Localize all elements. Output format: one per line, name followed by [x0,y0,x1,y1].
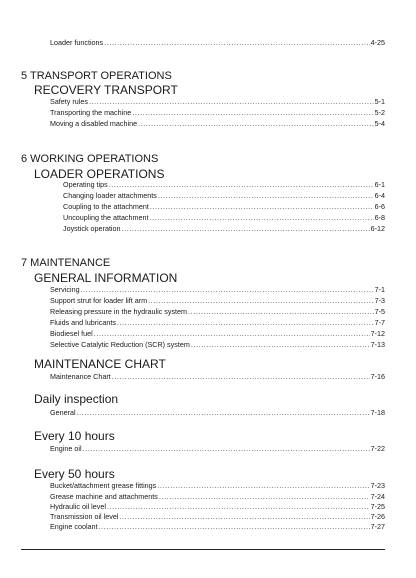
toc-entry[interactable] [50,492,385,501]
toc-entry-title: Joystick operation [63,224,121,233]
toc-entry-title: Servicing [50,285,80,294]
toc-leader-dots [157,481,369,490]
toc-leader-dots [117,318,374,327]
toc-entry[interactable] [63,202,385,211]
toc-leader-dots [158,191,374,200]
toc-leader-dots [109,180,374,189]
toc-entry-title: Releasing pressure in the hydraulic system [50,307,188,316]
toc-entry-title: Engine coolant [50,522,98,531]
toc-entry-page: 6-6 [374,202,385,211]
toc-entry[interactable] [50,372,385,381]
toc-entry-page: 7-27 [370,522,385,531]
toc-entry[interactable] [50,119,385,128]
toc-entry-page: 4-25 [370,38,385,47]
toc-leader-dots [122,224,370,233]
toc-entry-page: 7-5 [374,307,385,316]
toc-entry-page: 5-1 [374,97,385,106]
toc-leader-dots [104,38,369,47]
toc-entry-title: General [50,408,76,417]
section-heading: 6 WORKING OPERATIONS [21,153,159,165]
toc-leader-dots [83,444,370,453]
toc-entry-title: Transporting the machine [50,108,132,117]
toc-entry-page: 7-12 [370,329,385,338]
toc-leader-dots [191,340,370,349]
toc-leader-dots [99,522,370,531]
toc-entry-page: 6-1 [374,180,385,189]
toc-entry-title: Moving a disabled machine [50,119,138,128]
toc-entry-page: 7-7 [374,318,385,327]
toc-entry-page: 7-1 [374,285,385,294]
toc-entry-title: Changing loader attachments [63,191,157,200]
toc-entry[interactable] [50,97,385,106]
section-heading: 5 TRANSPORT OPERATIONS [21,70,172,82]
toc-entry[interactable] [50,522,385,531]
toc-entry[interactable] [50,307,385,316]
toc-entry[interactable] [50,38,385,47]
toc-entry-title: Engine oil [50,444,82,453]
toc-entry[interactable] [63,191,385,200]
toc-entry-title: Loader functions [50,38,104,47]
toc-entry-page: 7-22 [370,444,385,453]
toc-entry-title: Biodiesel fuel [50,329,93,338]
toc-entry-title: Transmission oil level [50,512,119,521]
toc-entry-page: 7-23 [370,481,385,490]
toc-entry[interactable] [50,481,385,490]
toc-entry[interactable] [63,213,385,222]
toc-leader-dots [148,296,374,305]
subsection-heading: MAINTENANCE CHART [34,357,166,371]
toc-entry[interactable] [63,180,385,189]
toc-entry[interactable] [50,329,385,338]
toc-entry[interactable] [50,444,385,453]
toc-entry-page: 6-8 [374,213,385,222]
toc-leader-dots [138,119,374,128]
toc-entry[interactable] [50,502,385,511]
toc-entry-page: 7-13 [370,340,385,349]
section-heading: 7 MAINTENANCE [21,257,111,269]
toc-entry-title: Safety rules [50,97,88,106]
toc-leader-dots [188,307,374,316]
toc-entry[interactable] [63,224,385,233]
toc-leader-dots [132,108,373,117]
toc-entry-page: 5-4 [374,119,385,128]
subsection-heading: Every 10 hours [34,429,115,443]
toc-entry-page: 7-25 [370,502,385,511]
toc-entry[interactable] [50,408,385,417]
toc-entry-page: 7-18 [370,408,385,417]
toc-leader-dots [89,97,374,106]
subsection-heading: LOADER OPERATIONS [34,167,165,181]
subsection-heading: Every 50 hours [34,467,115,481]
toc-entry-title: Maintenance Chart [50,372,111,381]
subsection-heading: RECOVERY TRANSPORT [34,83,178,97]
toc-entry-title: Selective Catalytic Reduction (SCR) system [50,340,190,349]
toc-entry-title: Support strut for loader lift arm [50,296,148,305]
toc-entry-title: Fluids and lubricants [50,318,116,327]
toc-leader-dots [112,372,370,381]
toc-entry-page: 7-24 [370,492,385,501]
toc-entry-page: 6-12 [370,224,385,233]
toc-entry[interactable] [50,512,385,521]
toc-leader-dots [107,502,370,511]
toc-entry-title: Bucket/attachment grease fittings [50,481,157,490]
toc-entry-title: Grease machine and attachments [50,492,158,501]
toc-entry[interactable] [50,285,385,294]
toc-leader-dots [150,202,374,211]
toc-entry-page: 5-2 [374,108,385,117]
toc-entry-title: Operating tips [63,180,108,189]
toc-leader-dots [81,285,374,294]
toc-leader-dots [94,329,370,338]
toc-leader-dots [119,512,369,521]
toc-leader-dots [77,408,370,417]
toc-leader-dots [159,492,370,501]
toc-entry-page: 6-4 [374,191,385,200]
subsection-heading: GENERAL INFORMATION [34,271,178,285]
subsection-heading: Daily inspection [34,392,119,406]
toc-entry-page: 7-26 [370,512,385,521]
toc-entry-title: Hydraulic oil level [50,502,106,511]
toc-entry[interactable] [50,340,385,349]
toc-entry-title: Coupling to the attachment [63,202,149,211]
toc-entry-page: 7-3 [374,296,385,305]
toc-entry[interactable] [50,318,385,327]
toc-entry-title: Uncoupling the attachment [63,213,149,222]
toc-entry[interactable] [50,296,385,305]
footer-divider [21,549,385,550]
toc-entry-page: 7-16 [370,372,385,381]
toc-entry[interactable] [50,108,385,117]
toc-leader-dots [150,213,374,222]
